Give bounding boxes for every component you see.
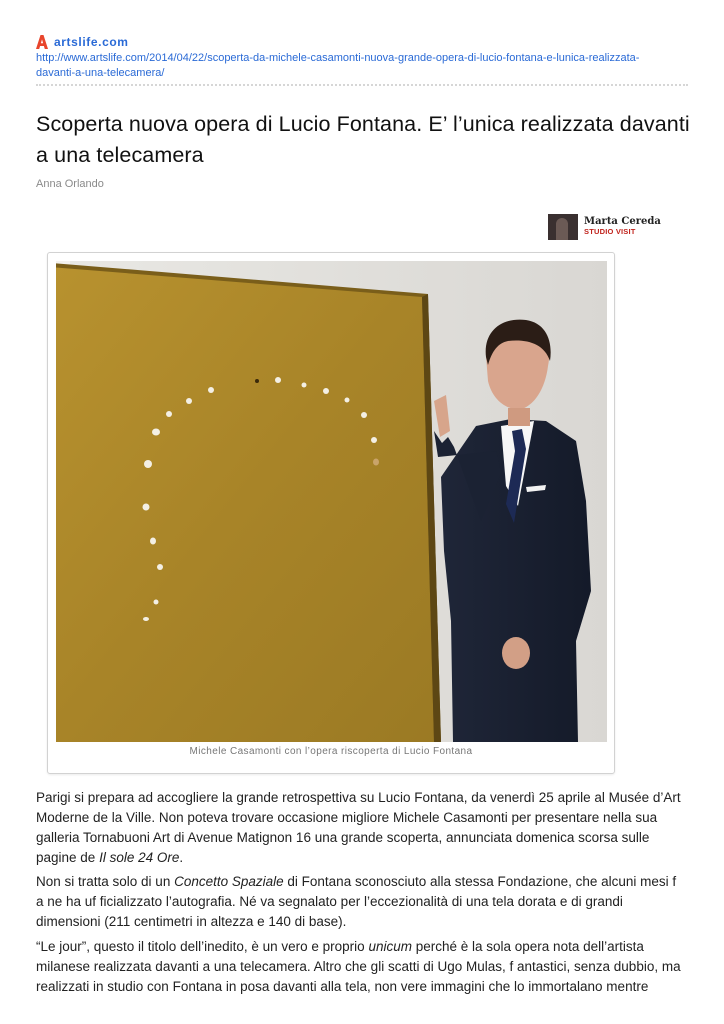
paragraph-2-emphasis: Concetto Spaziale [174, 874, 284, 889]
article-author[interactable]: Anna Orlando [36, 178, 104, 190]
site-brand[interactable] [36, 34, 696, 50]
paragraph-1-tail: . [179, 850, 184, 865]
figure-caption: Michele Casamonti con l’opera riscoperta di Lucio Fontana [189, 746, 473, 757]
paragraph-1 [36, 788, 686, 868]
gold-canvas [56, 263, 441, 742]
site-header [36, 34, 696, 81]
paragraph-3-emphasis: unicum [368, 939, 412, 954]
ad-text [584, 217, 661, 237]
ad-subtitle: STUDIO VISIT [584, 227, 636, 236]
ad-thumbnail [548, 214, 578, 240]
header-divider [36, 84, 688, 86]
paragraph-2 [36, 872, 686, 932]
paragraph-3-text: “Le jour”, questo il titolo dell’inedito, è un vero e proprio [36, 939, 369, 954]
paragraph-2-text: Non si tratta solo di un [36, 874, 175, 889]
paragraph-1-text: Parigi si prepara ad accogliere la grande retrospettiva su Lucio Fontana, da venerdì 25 aprile al Musée d’Art Moderne de la Ville. Non poteva trovare occasione migliore Michele Casamonti per presentare nella sua galleria Tornabuoni Art di Avenue Matignon 16 una grande scoperta, annunciata domenica scorsa sulle pagine de [36, 790, 681, 865]
site-name[interactable]: artslife.com [54, 35, 129, 49]
paragraph-3-tail: perché è la sola opera nota dell’artista milanese realizzata davanti a una telecamera. Altro che gli scatti di Ugo Mulas, f antastici, senza dubbio, ma realizzati in studio con Fontana in posa davanti alla tela, non vere immagini che lo immortalano mentre [36, 939, 681, 994]
studio-visit-ad[interactable] [548, 214, 661, 240]
paragraph-1-emphasis: Il sole 24 Ore [99, 850, 180, 865]
article-photo[interactable] [56, 261, 607, 742]
article-title: Scoperta nuova opera di Lucio Fontana. E’ l’unica realizzata davanti a una telecamera [36, 112, 690, 167]
paragraph-3 [36, 937, 686, 997]
artslife-a-logo-icon [36, 35, 48, 49]
paragraph-2-tail: di Fontana sconosciuto alla stessa Fondazione, che alcuni mesi f a ne ha uf ficializzato l’autografia. Né va segnalato per l’eccezionalità di una tela dorata e di grandi dimensioni (211 centimetri in altezza e 140 di base). [36, 874, 677, 929]
photo-illustration [56, 261, 607, 742]
ad-name: Marta Cereda [584, 216, 661, 227]
article-figure [47, 252, 615, 774]
article-url-link[interactable]: http://www.artslife.com/2014/04/22/scoperta-da-michele-casamonti-nuova-grande-opera-di-lucio-fontana-e-lunica-realizzata-davanti-a-una-telecamera/ [36, 52, 640, 79]
